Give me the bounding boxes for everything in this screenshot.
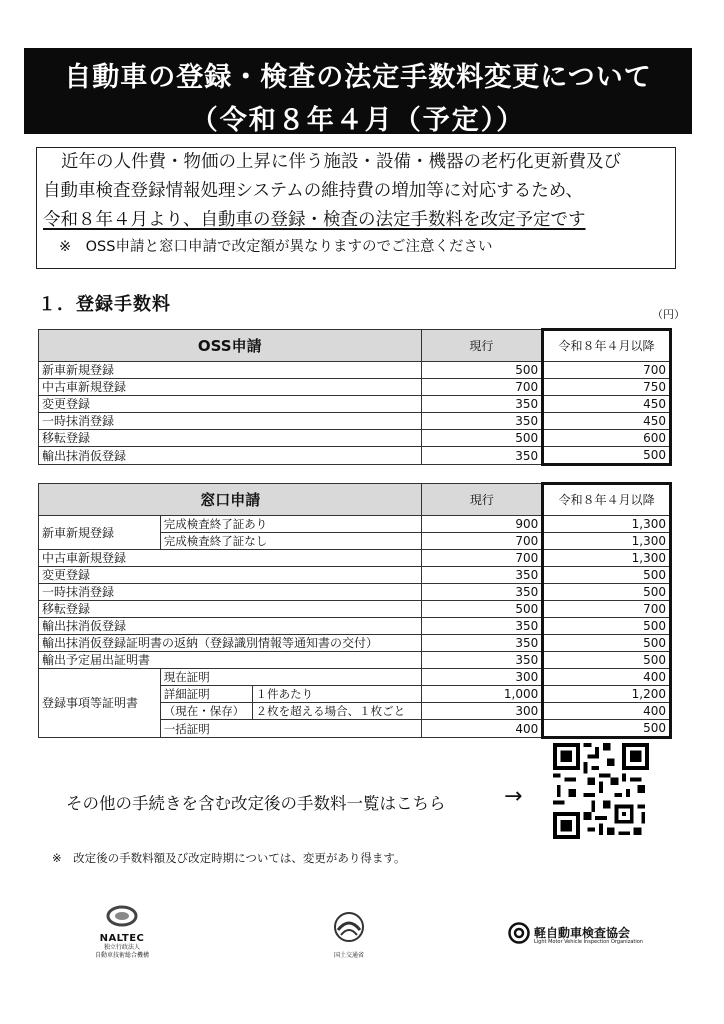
table-row xyxy=(39,430,671,447)
window-col-current: 現行 xyxy=(422,484,543,516)
new-fee: 450 xyxy=(543,413,671,430)
lmvio-logo xyxy=(508,922,643,948)
current-fee: 400 xyxy=(422,720,543,738)
row-sublabel: １件あたり xyxy=(252,686,422,703)
current-fee: 300 xyxy=(422,703,543,720)
oss-fee-table xyxy=(38,328,672,466)
table-row xyxy=(39,550,671,567)
intro-box xyxy=(36,147,676,269)
section-heading: １．登録手数料 xyxy=(38,294,171,315)
row-label: 輸出抹消仮登録証明書の返納（登録識別情報等通知書の交付） xyxy=(39,635,422,652)
table-row xyxy=(39,362,671,379)
oss-col-current: 現行 xyxy=(421,330,543,362)
intro-line-1: 近年の人件費・物価の上昇に伴う施設・設備・機器の老朽化更新費及び xyxy=(61,152,621,172)
current-fee: 900 xyxy=(422,516,543,533)
new-fee: 500 xyxy=(543,584,671,601)
current-fee: 350 xyxy=(422,584,543,601)
row-label: 新車新規登録 xyxy=(39,516,161,550)
row-label: 輸出予定届出証明書 xyxy=(39,652,422,669)
table-row xyxy=(39,396,671,413)
current-fee: 350 xyxy=(421,413,543,430)
mlit-emblem-icon xyxy=(332,910,366,944)
intro-note: ※ OSS申請と窓口申請で改定額が異なりますのでご注意ください xyxy=(59,239,493,255)
window-fee-table xyxy=(38,482,672,739)
new-fee: 750 xyxy=(543,379,671,396)
row-sublabel: 完成検査終了証あり xyxy=(160,516,422,533)
mlit-logo xyxy=(326,910,372,959)
table-row xyxy=(39,652,671,669)
new-fee: 500 xyxy=(543,635,671,652)
current-fee: 350 xyxy=(422,618,543,635)
current-fee: 500 xyxy=(422,601,543,618)
current-fee: 500 xyxy=(421,362,543,379)
new-fee: 400 xyxy=(543,703,671,720)
table-row xyxy=(39,584,671,601)
new-fee: 500 xyxy=(543,618,671,635)
current-fee: 300 xyxy=(422,669,543,686)
page-title xyxy=(24,48,692,134)
row-label: 中古車新規登録 xyxy=(39,550,422,567)
current-fee: 700 xyxy=(421,379,543,396)
row-sublabel: 一括証明 xyxy=(160,720,422,738)
row-sublabel: ２枚を超える場合、１枚ごと xyxy=(252,703,422,720)
new-fee: 1,300 xyxy=(543,516,671,533)
new-fee: 500 xyxy=(543,567,671,584)
table-row xyxy=(39,516,671,533)
new-fee: 400 xyxy=(543,669,671,686)
current-fee: 350 xyxy=(422,635,543,652)
current-fee: 350 xyxy=(421,396,543,413)
table-row xyxy=(39,567,671,584)
row-sublabel: （現在・保存） xyxy=(160,703,252,720)
oss-header: OSS申請 xyxy=(39,330,422,362)
new-fee: 500 xyxy=(543,652,671,669)
intro-line-2: 自動車検査登録情報処理システムの維持費の増加等に対応するため、 xyxy=(43,181,584,201)
naltec-emblem-icon xyxy=(102,905,142,927)
current-fee: 350 xyxy=(422,567,543,584)
row-label: 変更登録 xyxy=(39,396,422,413)
row-label: 新車新規登録 xyxy=(39,362,422,379)
row-label: 中古車新規登録 xyxy=(39,379,422,396)
title-line-2: （令和８年４月（予定）） xyxy=(190,105,526,136)
row-label: 移転登録 xyxy=(39,601,422,618)
row-sublabel: 現在証明 xyxy=(160,669,422,686)
table-row xyxy=(39,601,671,618)
window-header: 窓口申請 xyxy=(39,484,422,516)
new-fee: 700 xyxy=(543,601,671,618)
row-label: 登録事項等証明書 xyxy=(39,669,161,738)
current-fee: 500 xyxy=(421,430,543,447)
current-fee: 1,000 xyxy=(422,686,543,703)
current-fee: 700 xyxy=(422,550,543,567)
oss-col-new: 令和８年４月以降 xyxy=(543,330,671,362)
table-row xyxy=(39,447,671,465)
new-fee: 600 xyxy=(543,430,671,447)
new-fee: 1,300 xyxy=(543,550,671,567)
unit-label: （円） xyxy=(652,308,685,321)
current-fee: 700 xyxy=(422,533,543,550)
row-label: 輸出抹消仮登録 xyxy=(39,618,422,635)
naltec-subtitle-2: 自動車技術総合機構 xyxy=(94,952,149,959)
arrow-right-icon: → xyxy=(504,784,523,809)
current-fee: 350 xyxy=(421,447,543,465)
title-line-1: 自動車の登録・検査の法定手数料変更について xyxy=(64,62,652,93)
current-fee: 350 xyxy=(422,652,543,669)
row-sublabel: 完成検査終了証なし xyxy=(160,533,422,550)
qr-code[interactable] xyxy=(553,743,649,839)
naltec-subtitle-1: 独立行政法人 xyxy=(103,944,140,951)
mlit-name: 国土交通省 xyxy=(333,952,364,959)
row-label: 移転登録 xyxy=(39,430,422,447)
intro-line-3: 令和８年４月より、自動車の登録・検査の法定手数料を改定予定です xyxy=(43,210,586,230)
qr-caption: その他の手続きを含む改定後の手数料一覧はこちら xyxy=(66,794,446,813)
row-label: 一時抹消登録 xyxy=(39,413,422,430)
new-fee: 1,200 xyxy=(543,686,671,703)
naltec-logo xyxy=(84,905,160,960)
new-fee: 700 xyxy=(543,362,671,379)
footnote: ※ 改定後の手数料額及び改定時期については、変更があり得ます。 xyxy=(52,851,406,865)
table-row xyxy=(39,618,671,635)
table-row xyxy=(39,413,671,430)
table-row xyxy=(39,669,671,686)
table-row xyxy=(39,379,671,396)
table-row xyxy=(39,635,671,652)
row-label: 輸出抹消仮登録 xyxy=(39,447,422,465)
new-fee: 1,300 xyxy=(543,533,671,550)
row-sublabel: 詳細証明 xyxy=(160,686,252,703)
row-label: 変更登録 xyxy=(39,567,422,584)
new-fee: 500 xyxy=(543,720,671,738)
new-fee: 500 xyxy=(543,447,671,465)
naltec-name: NALTEC xyxy=(99,933,145,944)
lmvio-emblem-icon xyxy=(508,922,530,944)
lmvio-name: 軽自動車検査協会 xyxy=(534,926,631,940)
row-label: 一時抹消登録 xyxy=(39,584,422,601)
lmvio-english-name: Light Motor Vehicle Inspection Organization xyxy=(534,939,643,945)
new-fee: 450 xyxy=(543,396,671,413)
window-col-new: 令和８年４月以降 xyxy=(543,484,671,516)
